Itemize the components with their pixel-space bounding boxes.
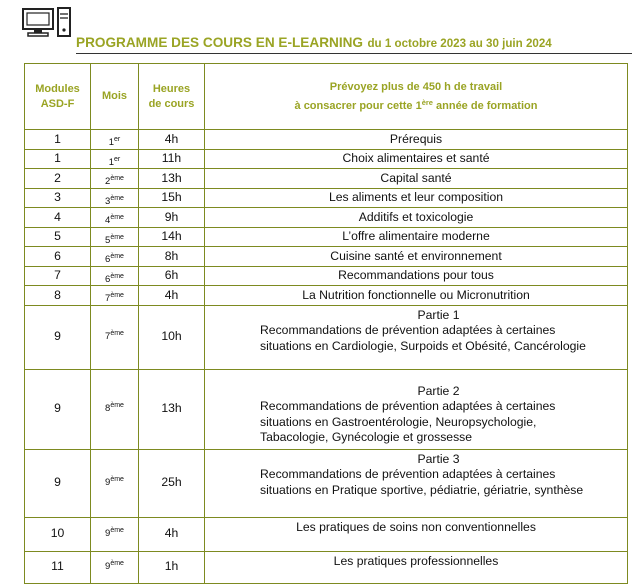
table-row: 6 6ème 8h Cuisine santé et environnement [25, 247, 628, 267]
program-table [24, 63, 628, 584]
table-row: 1 1er 4h Prérequis [25, 130, 628, 150]
title-dates: du 1 octobre 2023 au 30 juin 2024 [367, 37, 552, 50]
table-row: 3 3ème 15h Les aliments et leur composition [25, 188, 628, 208]
page-title [76, 34, 552, 52]
table-row: 5 5ème 14h L’offre alimentaire moderne [25, 227, 628, 247]
title-main: PROGRAMME DES COURS EN E-LEARNING [76, 35, 363, 50]
table-row-part-1: 9 7ème 10h Partie 1 Recommandations de prévention adaptées à certaines situations en Cardiologie, Surpoids et Obésité, Cancérologie [25, 305, 628, 369]
table-row: 10 9ème 4h Les pratiques de soins non conventionnelles [25, 517, 628, 551]
part-1-text: Partie 1 Recommandations de prévention adaptées à certaines situations en Cardiologie, Surpoids et Obésité, Cancérologie [260, 307, 586, 353]
part-2-text: Partie 2 Recommandations de prévention adaptées à certaines situations en Gastroentérologie, Neuropsychologie, Tabacologie, Gynécologie et grossesse [260, 383, 556, 444]
table-row-part-2: 9 8ème 13h Partie 2 Recommandations de prévention adaptées à certaines situations en Gastroentérologie, Neuropsychologie, Tabacologie, Gynécologie et grossesse [25, 369, 628, 449]
table-row-part-3: 9 9ème 25h Partie 3 Recommandations de prévention adaptées à certaines situations en Pratique sportive, pédiatrie, gériatrie, synthèse [25, 449, 628, 517]
header-subject: Prévoyez plus de 450 h de travail à consacrer pour cette 1ère année de formation [205, 64, 628, 130]
table-row: 8 7ème 4h La Nutrition fonctionnelle ou Micronutrition [25, 286, 628, 306]
table-row: 4 4ème 9h Additifs et toxicologie [25, 208, 628, 228]
header-modules: Modules ASD-F [25, 64, 91, 130]
part-3-text: Partie 3 Recommandations de prévention adaptées à certaines situations en Pratique sportive, pédiatrie, gériatrie, synthèse [260, 451, 584, 497]
table-row: 11 9ème 1h Les pratiques professionnelles [25, 551, 628, 583]
page-header [22, 6, 632, 50]
table-row: 1 1er 11h Choix alimentaires et santé [25, 149, 628, 169]
title-underline [76, 53, 632, 54]
header-heures: Heures de cours [139, 64, 205, 130]
table-header-row [25, 64, 628, 130]
computer-icon [22, 6, 78, 40]
table-row: 2 2ème 13h Capital santé [25, 169, 628, 189]
table-row: 7 6ème 6h Recommandations pour tous [25, 266, 628, 286]
header-mois: Mois [91, 64, 139, 130]
